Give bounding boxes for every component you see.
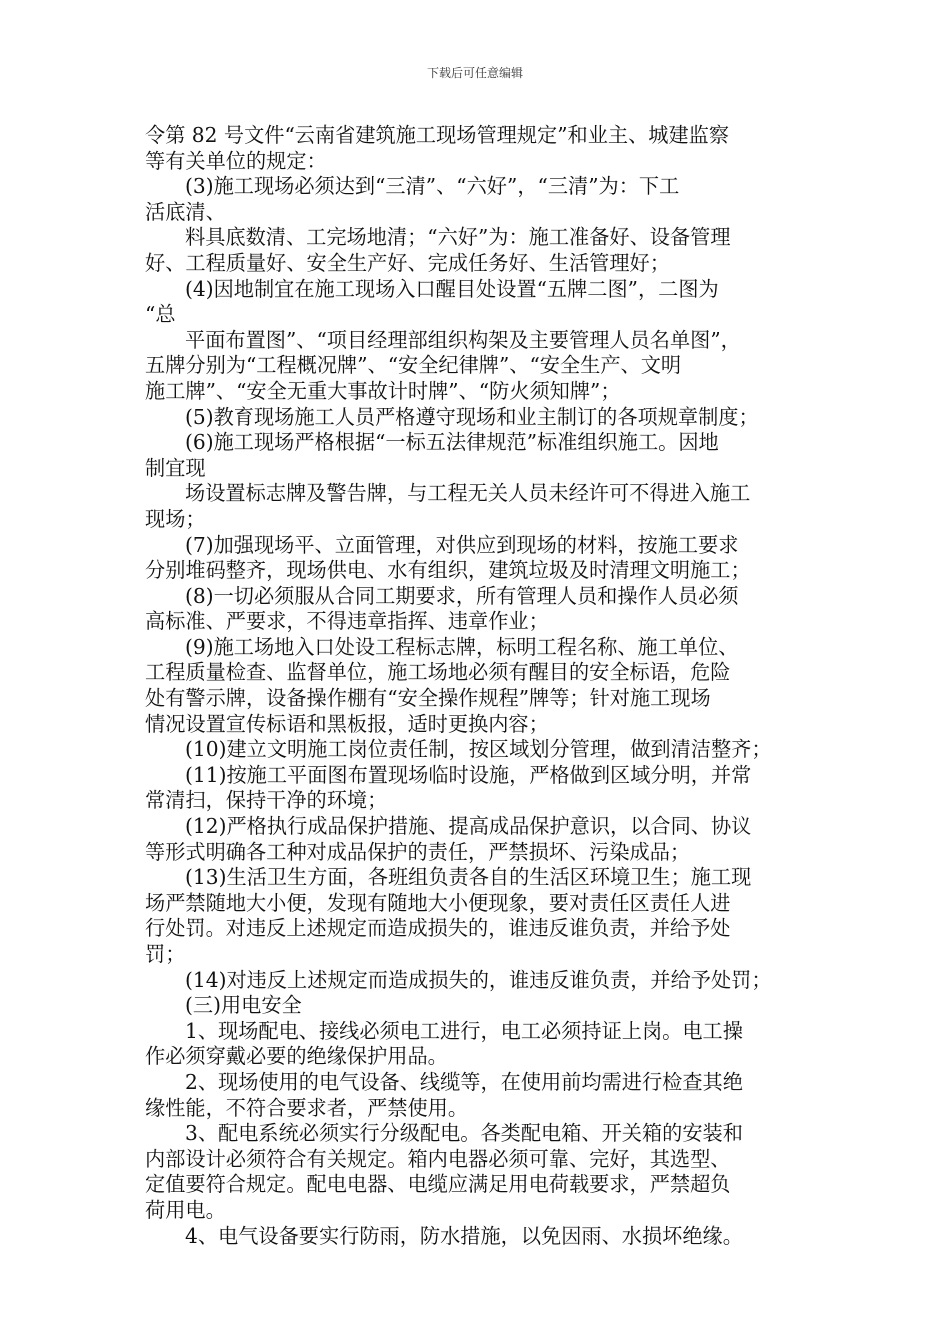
text-line: (7)加强现场平、立面管理，对供应到现场的材料，按施工要求: [185, 532, 739, 557]
text-line: (13)生活卫生方面，各班组负责各自的生活区环境卫生；施工现: [185, 865, 752, 890]
text-line: (8)一切必须服从合同工期要求，所有管理人员和操作人员必须: [185, 583, 739, 608]
text-line: 令第 82 号文件“云南省建筑施工现场管理规定”和业主、城建监察: [145, 123, 730, 147]
text-line: 高标准、严要求，不得违章指挥、违章作业；: [145, 609, 549, 634]
text-line: 等形式明确各工种对成品保护的责任，严禁损坏、污染成品；: [145, 839, 691, 864]
text-line: 4、电气设备要实行防雨，防水措施，以免因雨、水损坏绝缘。: [185, 1223, 743, 1248]
text-line: 五牌分别为“工程概况牌”、“安全纪律牌”、“安全生产、文明: [145, 353, 682, 378]
document-body: [145, 123, 813, 1249]
page-header: 下载后可任意编辑: [426, 66, 523, 80]
text-line: 活底清、: [145, 199, 226, 224]
text-line: 定值要符合规定。配电电器、电缆应满足用电荷载要求，严禁超负: [145, 1172, 731, 1197]
text-line: (11)按施工平面图布置现场临时设施，严格做到区域分明，并常: [185, 762, 752, 787]
text-line: 情况设置宣传标语和黑板报，适时更换内容；: [145, 711, 549, 736]
text-line: 缘性能，不符合要求者，严禁使用。: [145, 1095, 469, 1120]
text-line: (6)施工现场严格根据“一标五法律规范”标准组织施工。因地: [185, 430, 719, 455]
text-line: 制宜现: [145, 455, 206, 480]
text-line: 分别堆码整齐，现场供电、水有组织，建筑垃圾及时清理文明施工；: [145, 558, 751, 583]
text-line: 内部设计必须符合有关规定。箱内电器必须可靠、完好，其选型、: [145, 1146, 731, 1171]
text-line: (12)严格执行成品保护措施、提高成品保护意识，以合同、协议: [185, 814, 752, 839]
text-line: 2、现场使用的电气设备、线缆等，在使用前均需进行检查其绝: [185, 1069, 743, 1094]
text-line: 工程质量检查、监督单位，施工场地必须有醒目的安全标语，危险: [145, 660, 731, 685]
text-line: 行处罚。对违反上述规定而造成损失的，谁违反谁负责，并给予处: [145, 916, 731, 941]
text-line: 料具底数清、工完场地清；“六好”为：施工准备好、设备管理: [185, 225, 731, 250]
text-line: 处有警示牌，设备操作棚有“安全操作规程”牌等；针对施工现场: [145, 686, 711, 711]
text-line: 场严禁随地大小便，发现有随地大小便现象，要对责任区责任人进: [145, 890, 731, 915]
text-line: 荷用电。: [145, 1197, 226, 1222]
text-line: (9)施工场地入口处设工程标志牌，标明工程名称、施工单位、: [185, 634, 739, 659]
text-line: (4)因地制宜在施工现场入口醒目处设置“五牌二图”，二图为: [185, 276, 719, 301]
text-line: “总: [145, 302, 176, 327]
text-line: 好、工程质量好、安全生产好、完成任务好、生活管理好；: [145, 250, 670, 275]
text-line: 平面布置图”、“项目经理部组织构架及主要管理人员名单图”，: [185, 327, 741, 352]
text-line: (5)教育现场施工人员严格遵守现场和业主制订的各项规章制度；: [185, 404, 759, 429]
text-line: 3、配电系统必须实行分级配电。各类配电箱、开关箱的安装和: [185, 1121, 743, 1146]
text-line: 1、现场配电、接线必须电工进行，电工必须持证上岗。电工操: [185, 1018, 743, 1043]
text-line: 常清扫，保持干净的环境；: [145, 788, 388, 813]
text-line: 作必须穿戴必要的绝缘保护用品。: [145, 1044, 448, 1069]
text-line: 现场；: [145, 506, 206, 531]
text-line: 场设置标志牌及警告牌，与工程无关人员未经许可不得进入施工: [185, 481, 751, 506]
text-line: (14)对违反上述规定而造成损失的，谁违反谁负责，并给予处罚；: [185, 967, 772, 992]
text-line: (3)施工现场必须达到“三清”、“六好”，“三清”为：下工: [185, 174, 680, 199]
text-line: (三)用电安全: [185, 993, 302, 1018]
text-line: 施工牌”、“安全无重大事故计时牌”、“防火须知牌”；: [145, 378, 621, 403]
text-line: 等有关单位的规定：: [145, 148, 327, 173]
text-line: (10)建立文明施工岗位责任制，按区域划分管理，做到清洁整齐；: [185, 737, 772, 762]
text-line: 罚；: [145, 942, 186, 966]
